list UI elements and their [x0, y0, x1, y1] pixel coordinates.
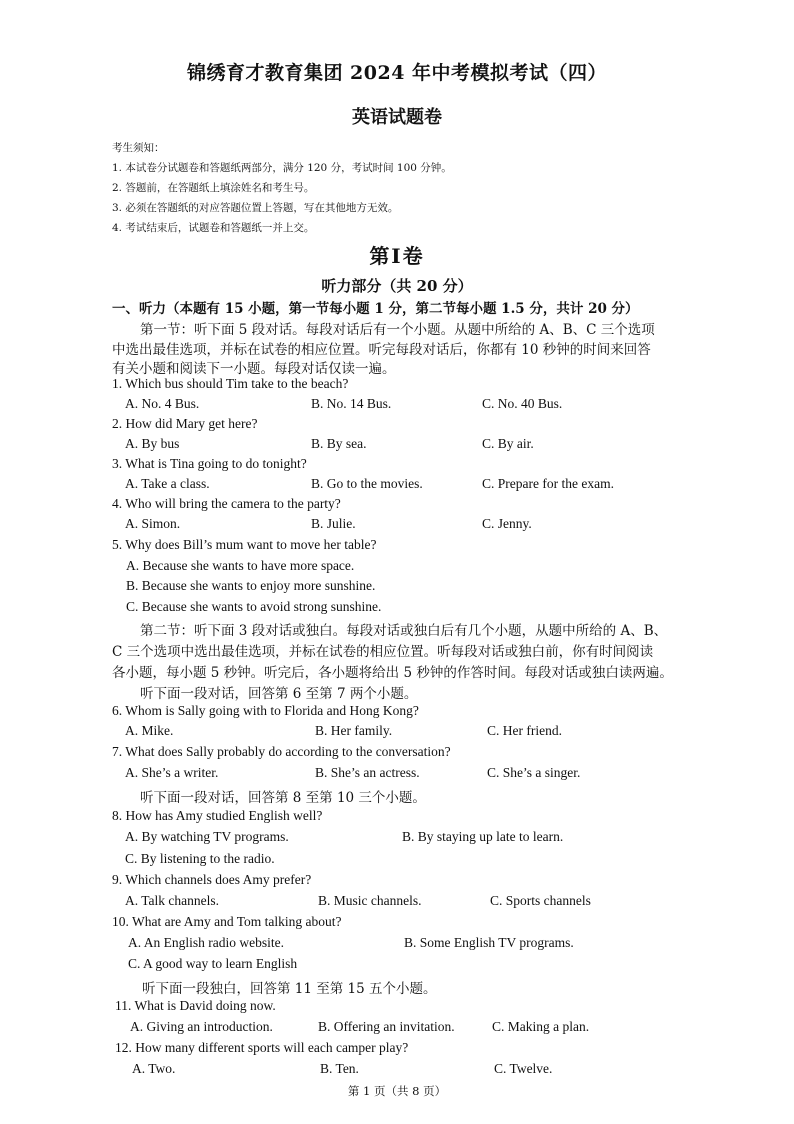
option-b: B. Music channels.	[318, 893, 422, 908]
exam-title: 锦绣育才教育集团 2024 年中考模拟考试（四）	[186, 62, 608, 84]
section-heading: 一、听力（本题有 15 小题，第一节每小题 1 分，第二节每小题 1.5 分，共计 20 分）	[112, 301, 639, 317]
notes-item: 1. 本试卷分试题卷和答题纸两部分，满分 120 分，考试时间 100 分钟。	[112, 162, 452, 174]
notes-item: 3. 必须在答题纸的对应答题位置上答题，写在其他地方无效。	[112, 202, 399, 214]
option-a: A. No. 4 Bus.	[125, 396, 200, 411]
page-footer: 第 1 页（共 8 页）	[347, 1084, 447, 1098]
option-b: B. Some English TV programs.	[404, 935, 574, 950]
question-text: 4. Who will bring the camera to the party?	[112, 496, 341, 511]
option-c: C. She’s a singer.	[487, 765, 581, 780]
volume-heading: 第Ⅰ卷	[369, 244, 425, 268]
question-text: 6. Whom is Sally going with to Florida and Hong Kong?	[112, 703, 419, 718]
option-c: C. Because she wants to avoid strong sunshine.	[126, 599, 382, 614]
option-b: B. Julie.	[311, 516, 356, 531]
notes-item: 2. 答题前，在答题纸上填涂姓名和考生号。	[112, 182, 315, 194]
option-a: A. Simon.	[125, 516, 181, 531]
option-a: A. She’s a writer.	[125, 765, 219, 780]
option-a: A. Giving an introduction.	[130, 1019, 273, 1034]
part1-instruction: 中选出最佳选项，并标在试卷的相应位置。听完每段对话后，你都有 10 秒钟的时间来回答	[112, 342, 651, 358]
option-a: A. By watching TV programs.	[125, 829, 289, 844]
option-a: A. An English radio website.	[128, 935, 284, 950]
option-b: B. By sea.	[311, 436, 367, 451]
listening-heading: 听力部分（共 20 分）	[321, 277, 473, 295]
candidate-notes	[112, 138, 452, 238]
option-c: C. Sports channels	[490, 893, 591, 908]
option-b: B. Go to the movies.	[311, 476, 423, 491]
part1-instruction: 有关小题和阅读下一小题。每段对话仅读一遍。	[112, 361, 396, 377]
option-c: C. A good way to learn English	[128, 956, 298, 971]
option-c: C. Jenny.	[482, 516, 532, 531]
option-c: C. By listening to the radio.	[125, 851, 275, 866]
option-a: A. Take a class.	[125, 476, 210, 491]
exam-subtitle: 英语试题卷	[352, 107, 442, 128]
monologue-intro: 听下面一段独白，回答第 11 至第 15 五个小题。	[142, 981, 437, 997]
question-text: 5. Why does Bill’s mum want to move her table?	[112, 537, 377, 552]
option-a: A. By bus	[125, 436, 180, 451]
notes-item: 4. 考试结束后，试题卷和答题纸一并上交。	[112, 222, 315, 234]
option-a: A. Talk channels.	[125, 893, 220, 908]
option-b: B. Ten.	[320, 1061, 359, 1076]
dialogue-intro: 听下面一段对话，回答第 6 至第 7 两个小题。	[140, 686, 418, 702]
option-c: C. Making a plan.	[492, 1019, 590, 1034]
question-text: 11. What is David doing now.	[115, 998, 276, 1013]
question-text: 12. How many different sports will each camper play?	[115, 1040, 409, 1055]
question-text: 10. What are Amy and Tom talking about?	[112, 914, 342, 929]
option-b: B. Offering an invitation.	[318, 1019, 455, 1034]
option-b: B. She’s an actress.	[315, 765, 420, 780]
question-text: 1. Which bus should Tim take to the beach?	[112, 376, 349, 391]
question-text: 2. How did Mary get here?	[112, 416, 258, 431]
part2-instruction: 第二节：听下面 3 段对话或独白。每段对话或独白后有几个小题，从题中所给的 A、B、	[140, 623, 668, 639]
option-a: A. Two.	[132, 1061, 176, 1076]
option-b: B. Her family.	[315, 723, 393, 738]
question-text: 7. What does Sally probably do according to the conversation?	[112, 744, 451, 759]
part1-instruction: 第一节：听下面 5 段对话。每段对话后有一个小题。从题中所给的 A、B、C 三个选项	[140, 322, 655, 338]
part2-instruction: 各小题，每小题 5 秒钟。听完后，各小题将给出 5 秒钟的作答时间。每段对话或独白读两遍。	[112, 665, 673, 681]
question-text: 9. Which channels does Amy prefer?	[112, 872, 312, 887]
dialogue-intro: 听下面一段对话，回答第 8 至第 10 三个小题。	[140, 790, 426, 806]
option-c: C. No. 40 Bus.	[482, 396, 563, 411]
question-text: 3. What is Tina going to do tonight?	[112, 456, 307, 471]
option-b: B. Because she wants to enjoy more sunshine.	[126, 578, 376, 593]
option-b: B. No. 14 Bus.	[311, 396, 392, 411]
option-a: A. Mike.	[125, 723, 174, 738]
question-text: 8. How has Amy studied English well?	[112, 808, 323, 823]
notes-heading: 考生须知：	[112, 142, 165, 154]
option-c: C. Prepare for the exam.	[482, 476, 614, 491]
option-b: B. By staying up late to learn.	[402, 829, 564, 844]
option-c: C. By air.	[482, 436, 534, 451]
option-c: C. Her friend.	[487, 723, 562, 738]
option-a: A. Because she wants to have more space.	[126, 558, 355, 573]
option-c: C. Twelve.	[494, 1061, 553, 1076]
part2-instruction: C 三个选项中选出最佳选项，并标在试卷的相应位置。听每段对话或独白前，你有时间阅读	[112, 644, 654, 660]
